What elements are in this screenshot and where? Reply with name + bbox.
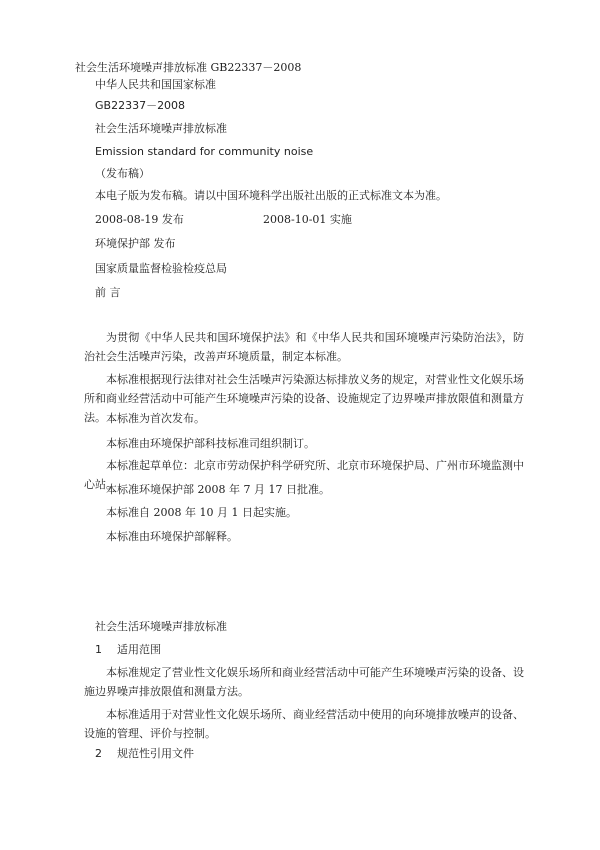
foreword-paragraph-7: 本标准自 2008 年 10 月 1 日起实施。	[106, 506, 297, 519]
section-2-number: 2	[95, 747, 102, 760]
section-1-heading	[95, 643, 161, 657]
section-2-title: 规范性引用文件	[117, 747, 194, 760]
title-english: Emission standard for community noise	[95, 145, 314, 158]
foreword-paragraph-1: 为贯彻《中华人民共和国环境保护法》和《中华人民共和国环境噪声污染防治法》，防治社会生活噪声污染，改善声环境质量，制定本标准。	[84, 331, 524, 363]
draft-note: （发布稿）	[95, 167, 150, 180]
issuer-aqsiq: 国家质量监督检验检疫总局	[95, 262, 227, 275]
foreword-paragraph-3: 本标准为首次发布。	[106, 412, 205, 425]
foreword-paragraph-2: 本标准根据现行法律对社会生活噪声污染源达标排放义务的规定，对营业性文化娱乐场所和商业经营活动中可能产生环境噪声污染的设备、设施规定了边界噪声排放限值和测量方法。	[84, 373, 524, 424]
section-2-heading	[95, 747, 194, 761]
section-1-paragraph-2: 本标准适用于对营业性文化娱乐场所、商业经营活动中使用的向环境排放噪声的设备、设施的管理、评价与控制。	[84, 708, 524, 740]
foreword-paragraph-4: 本标准由环境保护部科技标准司组织制订。	[106, 437, 315, 450]
foreword-paragraph-6: 本标准环境保护部 2008 年 7 月 17 日批准。	[106, 483, 330, 496]
effective-date: 2008-10-01 实施	[263, 213, 352, 226]
header-title: 社会生活环境噪声排放标准 GB22337－2008	[75, 61, 302, 74]
foreword-paragraph-5: 本标准起草单位：北京市劳动保护科学研究所、北京市环境保护局、广州市环境监测中心站。	[84, 459, 524, 491]
standard-code: GB22337－2008	[95, 99, 186, 112]
section-1-number: 1	[95, 643, 102, 656]
issue-date: 2008-08-19 发布	[95, 213, 184, 226]
foreword-heading: 前 言	[95, 286, 121, 299]
section-1-paragraph-1: 本标准规定了营业性文化娱乐场所和商业经营活动中可能产生环境噪声污染的设备、设施边界噪声排放限值和测量方法。	[84, 666, 524, 698]
national-standard-label: 中华人民共和国国家标准	[95, 78, 216, 91]
edition-note: 本电子版为发布稿。请以中国环境科学出版社出版的正式标准文本为准。	[95, 189, 447, 202]
body-title: 社会生活环境噪声排放标准	[95, 620, 227, 633]
title-chinese: 社会生活环境噪声排放标准	[95, 122, 227, 135]
section-1-title: 适用范围	[117, 643, 161, 656]
issuer-ministry: 环境保护部 发布	[95, 237, 176, 250]
foreword-paragraph-8: 本标准由环境保护部解释。	[106, 530, 238, 543]
